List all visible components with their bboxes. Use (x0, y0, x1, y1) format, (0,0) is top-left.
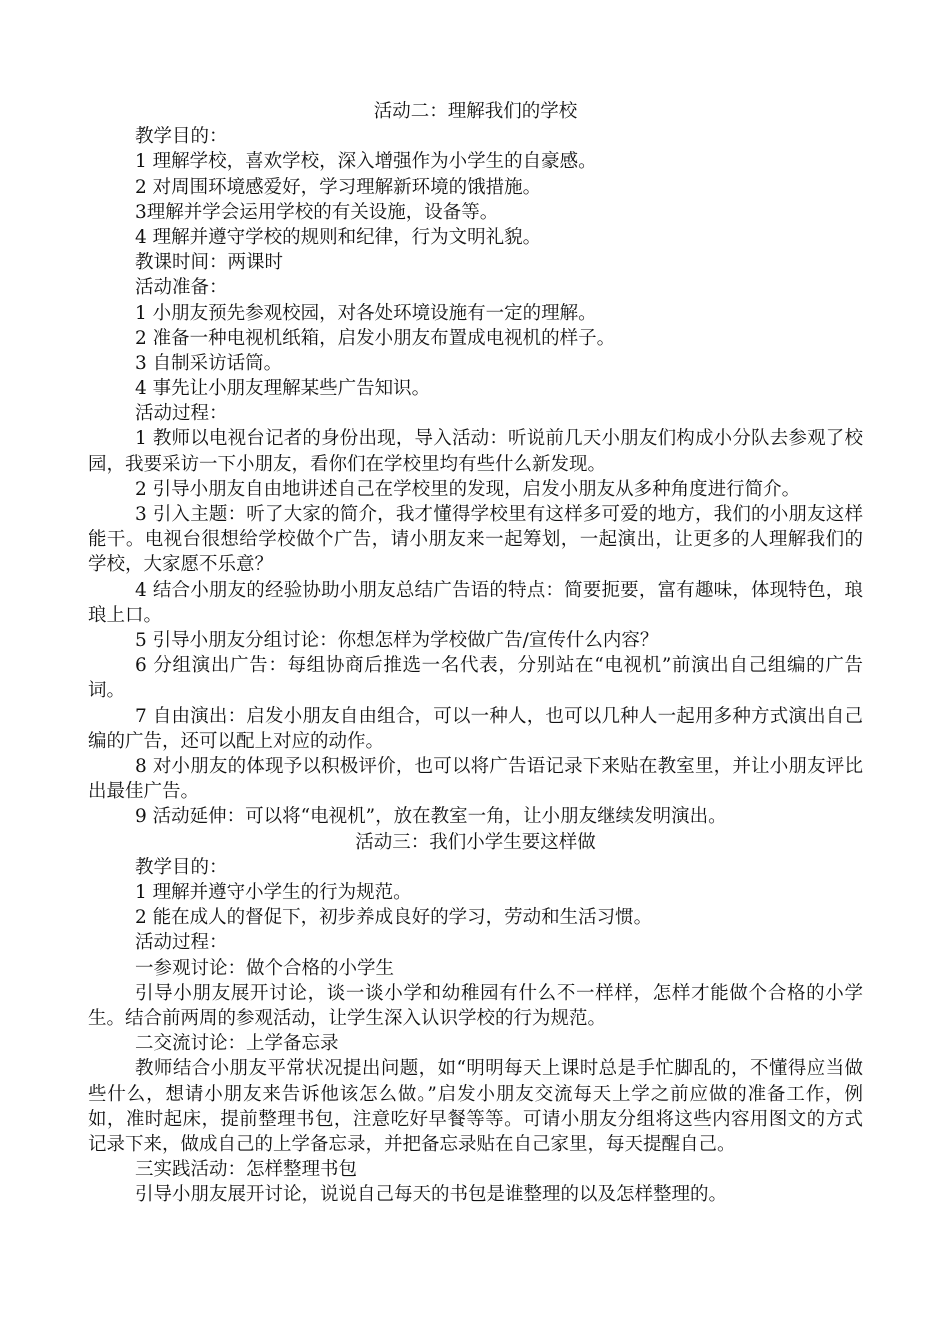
activity2-step-3: 3 引入主题：听了大家的简介，我才懂得学校里有这样多可爱的地方，我们的小朋友这样能干。电视台很想给学校做个广告，请小朋友来一起筹划，一起演出，让更多的人理解我们的学校，大家愿不乐意？ (88, 504, 863, 576)
activity2-step-4: 4 结合小朋友的经验协助小朋友总结广告语的特点：简要扼要，富有趣味，体现特色，琅琅上口。 (88, 579, 863, 626)
activity2-objective-2: 2 对周围环境感爱好，学习理解新环境的饿措施。 (135, 176, 542, 198)
activity2-step-6: 6 分组演出广告：每组协商后推选一名代表，分别站在“电视机”前演出自己组编的广告词。 (88, 655, 863, 702)
activity2-objective-4: 4 理解并遵守学校的规则和纪律，行为文明礼貌。 (135, 226, 542, 248)
document-page (88, 99, 863, 1208)
activity2-step-2: 2 引导小朋友自由地讲述自己在学校里的发现，启发小朋友从多种角度进行简介。 (135, 478, 801, 500)
activity2-time: 教课时间：两课时 (135, 252, 284, 274)
activity3-part2-text: 教师结合小朋友平常状况提出问题，如“明明每天上课时总是手忙脚乱的，不懂得应当做些什么，想请小朋友来告诉他该怎么做。”启发小朋友交流每天上学之前应做的准备工作，例如，准时起床，提前整理书包，注意吃好早餐等等。可请小朋友分组将这些内容用图文的方式记录下来，做成自己的上学备忘录，并把备忘录贴在自己家里，每天提醒自己。 (88, 1058, 863, 1156)
activity2-objective-3: 3理解并学会运用学校的有关设施，设备等。 (135, 201, 499, 223)
activity2-prep-heading: 活动准备： (135, 277, 228, 299)
activity3-part3-text: 引导小朋友展开讨论，说说自己每天的书包是谁整理的以及怎样整理的。 (135, 1184, 728, 1206)
activity3-part2-heading: 二交流讨论：上学备忘录 (135, 1033, 339, 1055)
activity3-title: 活动三：我们小学生要这样做 (355, 831, 596, 853)
activity3-objective-1: 1 理解并遵守小学生的行为规范。 (135, 882, 412, 904)
activity3-process-heading: 活动过程： (135, 932, 228, 954)
activity2-prep-1: 1 小朋友预先参观校园，对各处环境设施有一定的理解。 (135, 302, 597, 324)
activity3-objective-heading: 教学目的： (135, 856, 228, 878)
activity2-title: 活动二：理解我们的学校 (373, 101, 578, 122)
activity2-step-7: 7 自由演出：启发小朋友自由组合，可以一种人，也可以几种人一起用多种方式演出自己编的广告，还可以配上对应的动作。 (88, 705, 863, 752)
activity2-process-heading: 活动过程： (135, 403, 228, 425)
activity2-step-1: 1 教师以电视台记者的身份出现，导入活动：听说前几天小朋友们构成小分队去参观了校园，我要采访一下小朋友，看你们在学校里均有些什么新发现。 (88, 428, 863, 475)
activity3-part3-heading: 三实践活动：怎样整理书包 (135, 1159, 358, 1181)
activity3-part1-text: 引导小朋友展开讨论，谈一谈小学和幼稚园有什么不一样样，怎样才能做个合格的小学生。结合前两周的参观活动，让学生深入认识学校的行为规范。 (88, 982, 863, 1030)
activity2-step-9: 9 活动延伸：可以将“电视机”，放在教室一角，让小朋友继续发明演出。 (135, 806, 727, 828)
activity3-objective-2: 2 能在成人的督促下，初步养成良好的学习，劳动和生活习惯。 (135, 907, 653, 929)
activity2-prep-3: 3 自制采访话筒。 (135, 352, 283, 374)
activity2-objective-heading: 教学目的： (135, 126, 228, 148)
activity2-prep-2: 2 准备一种电视机纸箱，启发小朋友布置成电视机的样子。 (135, 327, 616, 349)
activity2-objective-1: 1 理解学校，喜欢学校，深入增强作为小学生的自豪感。 (135, 151, 597, 173)
activity3-part1-heading: 一参观讨论：做个合格的小学生 (135, 957, 395, 979)
activity2-prep-4: 4 事先让小朋友理解某些广告知识。 (135, 378, 431, 400)
activity2-step-8: 8 对小朋友的体现予以积极评价，也可以将广告语记录下来贴在教室里，并让小朋友评比出最佳广告。 (88, 756, 863, 803)
activity2-step-5: 5 引导小朋友分组讨论：你想怎样为学校做广告/宣传什么内容？ (135, 630, 659, 652)
